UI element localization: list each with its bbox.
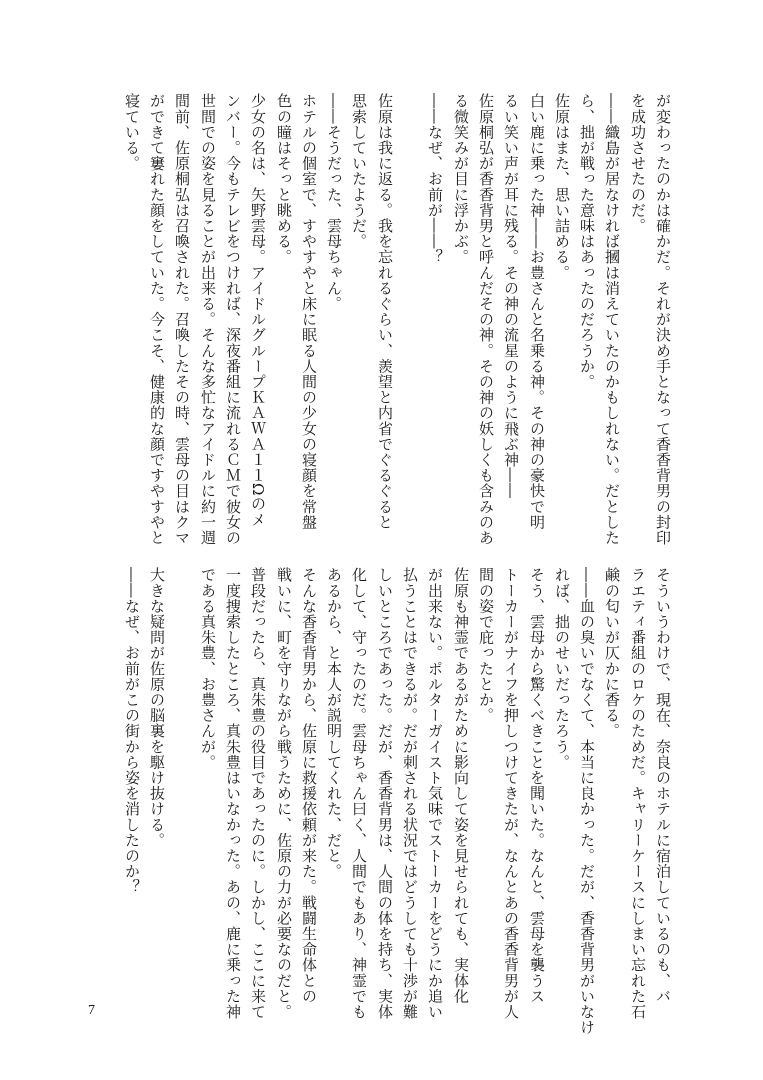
text-column: ホテルの個室で、すやすやと床に眠る人間の少女の寝顔を常盤 xyxy=(300,93,318,530)
text-column: 大きな疑問が佐原の脳裏を駆け抜ける。 xyxy=(148,567,166,848)
text-column: るい笑い声が耳に残る。その神の流星のように飛ぶ神―― xyxy=(502,93,520,499)
text-column xyxy=(399,93,417,533)
text-column: 間の姿で庇ったとか。 xyxy=(477,567,495,723)
text-column: ――なぜ、お前がこの街から姿を消したのか？ xyxy=(123,567,141,895)
text-column: ――血の臭いでなくて、本当に良かった。だが、香香背男がいなけ xyxy=(578,567,596,1035)
text-column: ――織島が居なければ摑は消えていたのかもしれない。だとした xyxy=(603,93,621,546)
text-column: 普段だったら、真朱豊の役目であったのに。しかし、ここに来て xyxy=(249,567,267,1020)
text-column: ――なぜ、お前が――？ xyxy=(426,93,444,265)
text-column: ラエティ番組のロケのためだ。キャリーケースにしまい忘れた石 xyxy=(629,567,647,1020)
text-column: しいところであった。だが、香香背男は、人間の体を持ち、実体 xyxy=(376,567,394,1020)
text-column: ――そうだった、雲母ちゃん。 xyxy=(325,93,343,312)
text-column: 色の瞳はそっと眺める。 xyxy=(275,93,293,265)
text-column: ンバー。今もテレビをつければ、深夜番組に流れるＣＭで彼女の xyxy=(224,93,242,546)
text-column: が出来ない。ポルターガイスト気味でストーカーをどうにか追い xyxy=(426,567,444,1020)
text-column: 白い鹿に乗った神――お豊さんと名乗る神。その神の豪快で明 xyxy=(528,93,546,530)
text-column: を成功させたのだ。 xyxy=(629,93,647,234)
text-column: ができて窶れた顔をしていた。今こそ、健康的な顔ですやすやと xyxy=(148,93,166,546)
text-column: 佐原はまた、思い詰める。 xyxy=(553,93,571,281)
text-column: である真朱豊、お豊さんが。 xyxy=(199,567,217,770)
text-column: 鹸の匂いが仄かに香る。 xyxy=(603,567,621,739)
text-column: 化して、守ったのだ。雲母ちゃん曰く、人間でもあり、神霊でも xyxy=(350,567,368,1020)
text-column: 佐原は我に返る。我を忘れるぐらい、羨望と内省でぐるぐると xyxy=(376,93,394,530)
text-column: そういうわけで、現在、奈良のホテルに宿泊しているのも、バ xyxy=(654,567,672,1004)
text-column: ら、拙が戦った意味はあったのだろうか。 xyxy=(578,93,596,390)
text-column: そう、雲母から驚くべきことを聞いた。なんと、雲母を襲うス xyxy=(528,567,546,1004)
text-column: あるから、と本人が説明してくれた、だと。 xyxy=(325,567,343,879)
text-column: 世間での姿を見ることが出来る。そんな多忙なアイドルに約一週 xyxy=(199,93,217,546)
text-column xyxy=(171,567,189,1007)
text-column: 一度捜索したところ、真朱豊はいなかった。あの、鹿に乗った神 xyxy=(224,567,242,1020)
text-column: 少女の名は、矢野雲母。アイドルグループＫＡＷＡ１１Ωのメ xyxy=(249,93,267,528)
text-column: 佐原も神霊であるがために影向して姿を見せられても、実体化 xyxy=(452,567,470,1004)
text-column: る微笑みが目に浮かぶ。 xyxy=(452,93,470,265)
text-column: れば、拙のせいだったろう。 xyxy=(553,567,571,770)
page-number: 7 xyxy=(88,1003,95,1018)
text-column: 払うことはできるが。だが刺される状況ではどうしても十渉が難 xyxy=(401,567,419,1020)
text-column: 戦いに、町を守りながら戦うために、佐原の力が必要なのだと。 xyxy=(275,567,293,1020)
text-column: そんな香香背男から、佐原に救援依頼が来た。戦闘生命体との xyxy=(300,567,318,1004)
text-column: 間前、佐原桐弘は召喚された。召喚したその時、雲母の目はクマ xyxy=(173,93,191,546)
text-column: が変わったのかは確かだ。それが決め手となって香香背男の封印 xyxy=(654,93,672,546)
text-column: 寝ている。 xyxy=(123,93,141,171)
text-column: トーカーがナイフを押しつけてきたが、なんとあの香香背男が人 xyxy=(502,567,520,1020)
text-column: 佐原桐弘が香香背男と呼んだその神。その神の妖しくも含みのあ xyxy=(477,93,495,546)
text-column: 思索していたようだ。 xyxy=(350,93,368,249)
